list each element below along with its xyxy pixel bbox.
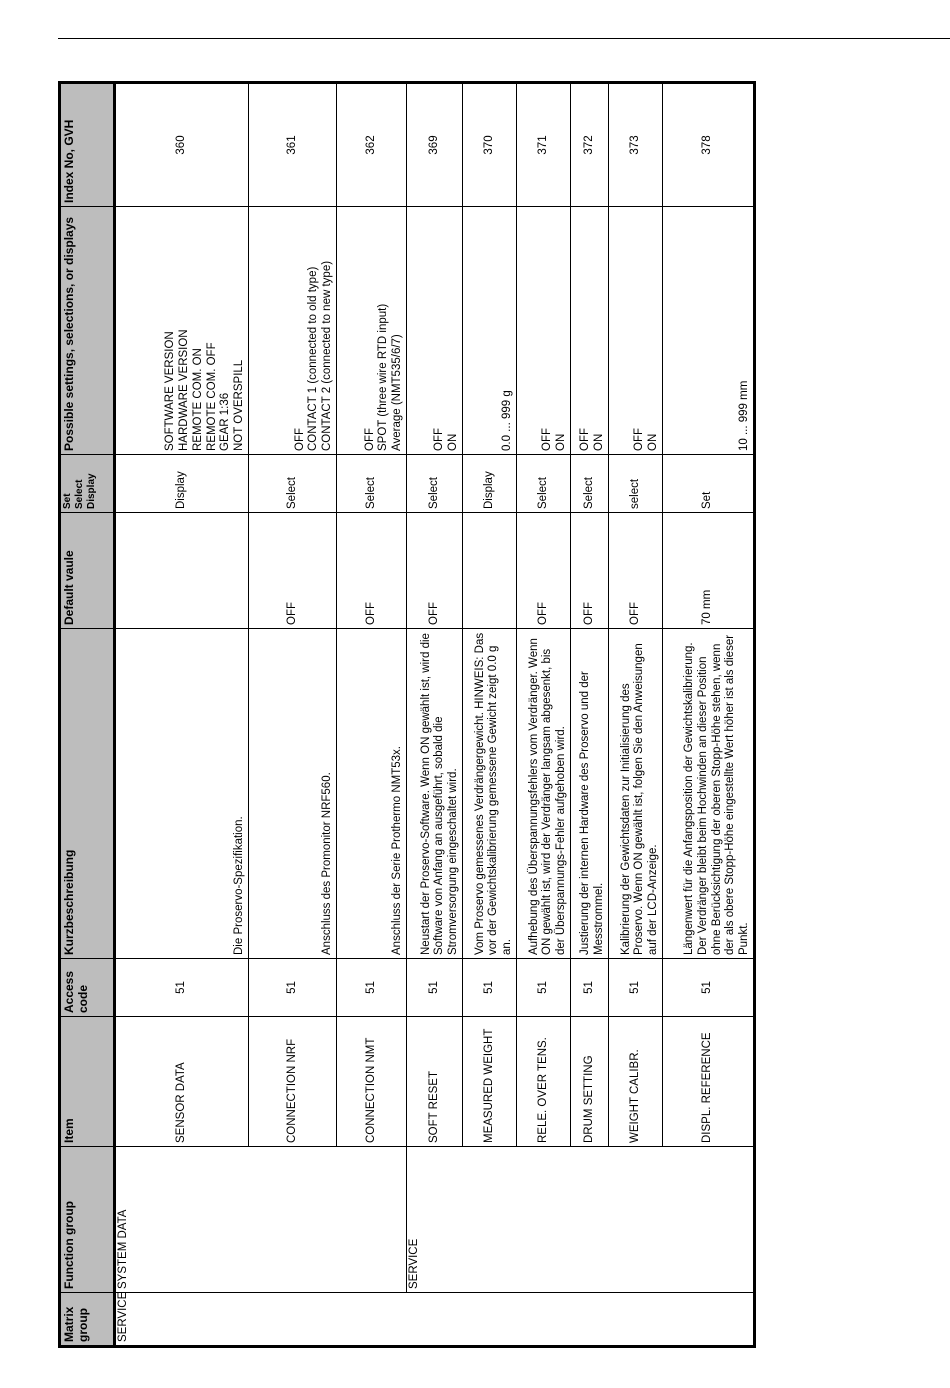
- description-cell: Aufhebung des Überspannungsfehlers vom Verdränger. Wenn ON gewählt ist, wird der Verdränger langsam abgesenkt, bis der Überspannungs-Fehler aufgehoben wird.: [517, 629, 571, 959]
- description-cell: Anschluss des Promonitor NRF560.: [249, 629, 337, 959]
- setting-option: OFF: [293, 428, 306, 451]
- index-cell: 373: [609, 83, 663, 207]
- setting-option: HARDWARE VERSION: [178, 329, 191, 451]
- settings-cell: [407, 207, 463, 455]
- header-index-no: Index No, GVH: [60, 83, 115, 207]
- setting-option: REMOTE COM. OFF: [205, 342, 218, 451]
- item-cell: CONNECTION NMT: [337, 1017, 407, 1147]
- index-cell: 362: [337, 83, 407, 207]
- setting-option: GEAR 1:36: [219, 392, 232, 451]
- header-kurzbeschreibung: Kurzbeschreibung: [60, 629, 115, 959]
- access-code-cell: 51: [115, 959, 249, 1017]
- default-value-cell: OFF: [571, 513, 609, 629]
- description-cell: Anschluss der Serie Prothermo NMT53x.: [337, 629, 407, 959]
- setting-option: Average (NMT535/6/7): [391, 334, 404, 451]
- main-table-rotated: [58, 84, 751, 1348]
- header-item: Item: [60, 1017, 115, 1147]
- header-set-select-display: [60, 455, 115, 513]
- item-cell: WEIGHT CALIBR.: [609, 1017, 663, 1147]
- item-cell: SOFT RESET: [407, 1017, 463, 1147]
- header-row: [60, 83, 115, 1347]
- header-function-group: Function group: [60, 1147, 115, 1293]
- access-code-cell: 51: [337, 959, 407, 1017]
- mode-cell: Set: [663, 455, 755, 513]
- setting-option: OFF: [633, 428, 646, 451]
- default-value-cell: [463, 513, 517, 629]
- settings-cell: [337, 207, 407, 455]
- header-possible-settings: Possible settings, selections, or displays: [60, 207, 115, 455]
- function-matrix-table: [58, 81, 756, 1348]
- access-code-cell: 51: [463, 959, 517, 1017]
- index-cell: 378: [663, 83, 755, 207]
- mode-cell: select: [609, 455, 663, 513]
- header-set-select-display-line: Set: [62, 493, 73, 509]
- access-code-cell: 51: [517, 959, 571, 1017]
- default-value-cell: [115, 513, 249, 629]
- mode-cell: Select: [337, 455, 407, 513]
- description-cell: Justierung der internen Hardware des Proservo und der Messtrommel.: [571, 629, 609, 959]
- index-cell: 361: [249, 83, 337, 207]
- settings-cell: [115, 207, 249, 455]
- default-value-cell: OFF: [609, 513, 663, 629]
- setting-option: SOFTWARE VERSION: [164, 331, 177, 451]
- header-default-value: Default vaule: [60, 513, 115, 629]
- setting-option: CONTACT 2 (connected to new type): [321, 260, 334, 451]
- setting-option: OFF: [363, 428, 376, 451]
- mode-cell: Select: [407, 455, 463, 513]
- setting-option: OFF: [579, 428, 592, 451]
- header-set-select-display-line: Select: [74, 479, 85, 509]
- setting-option: ON: [447, 433, 460, 451]
- access-code-cell: 51: [249, 959, 337, 1017]
- settings-cell: [663, 207, 755, 455]
- settings-cell: [517, 207, 571, 455]
- access-code-cell: 51: [407, 959, 463, 1017]
- access-code-cell: 51: [609, 959, 663, 1017]
- item-cell: SENSOR DATA: [115, 1017, 249, 1147]
- index-cell: 360: [115, 83, 249, 207]
- header-set-select-display-line: Display: [86, 473, 97, 509]
- setting-option: ON: [647, 433, 660, 451]
- matrix-group-cell: SERVICE: [115, 1293, 755, 1347]
- table-row: [407, 83, 463, 1347]
- settings-cell: [463, 207, 517, 455]
- function-group-cell: SERVICE: [407, 1147, 755, 1293]
- header-matrix-group: Matrix group: [60, 1293, 115, 1347]
- setting-option: ON: [593, 433, 606, 451]
- mode-cell: Display: [463, 455, 517, 513]
- setting-option: CONTACT 1 (connected to old type): [307, 266, 320, 451]
- mode-cell: Select: [249, 455, 337, 513]
- description-cell: Neustart der Proservo-Software. Wenn ON gewählt ist, wird die Software von Anfang an ausgeführt, sobald die Stromversorgung eingeschaltet wird.: [407, 629, 463, 959]
- setting-option: OFF: [433, 428, 446, 451]
- default-value-cell: OFF: [249, 513, 337, 629]
- setting-option: SPOT (three wire RTD input): [377, 303, 390, 451]
- setting-option: 10 ... 999 mm: [738, 380, 751, 451]
- access-code-cell: 51: [663, 959, 755, 1017]
- item-cell: DISPL. REFERENCE: [663, 1017, 755, 1147]
- item-cell: DRUM SETTING: [571, 1017, 609, 1147]
- default-value-cell: OFF: [517, 513, 571, 629]
- settings-cell: [249, 207, 337, 455]
- item-cell: CONNECTION NRF: [249, 1017, 337, 1147]
- setting-option: OFF: [541, 428, 554, 451]
- setting-option: 0.0 ... 999 g: [501, 390, 514, 451]
- function-group-cell: SYSTEM DATA: [115, 1147, 407, 1293]
- table-row: [115, 83, 249, 1347]
- setting-option: REMOTE COM. ON: [191, 348, 204, 451]
- index-cell: 370: [463, 83, 517, 207]
- setting-option: ON: [555, 433, 568, 451]
- item-cell: MEASURED WEIGHT: [463, 1017, 517, 1147]
- description-cell: Kalibrierung der Gewichtsdaten zur Initialisierung des Proservo. Wenn ON gewählt ist, folgen Sie den Anweisungen auf der LCD-Anzeige.: [609, 629, 663, 959]
- mode-cell: Select: [517, 455, 571, 513]
- item-cell: RELE. OVER TENS.: [517, 1017, 571, 1147]
- settings-cell: [571, 207, 609, 455]
- index-cell: 372: [571, 83, 609, 207]
- header-access-code: Access code: [60, 959, 115, 1017]
- index-cell: 369: [407, 83, 463, 207]
- setting-option: NOT OVERSPILL: [233, 359, 246, 451]
- page-top-rule: [58, 38, 950, 39]
- settings-cell: [609, 207, 663, 455]
- mode-cell: Display: [115, 455, 249, 513]
- description-cell: Vom Proservo gemessenes Verdrängergewicht. HINWEIS: Das vor der Gewichtskalibrierung gemessene Gewicht zeigt 0.0 g an.: [463, 629, 517, 959]
- default-value-cell: 70 mm: [663, 513, 755, 629]
- description-cell: Längenwert für die Anfangsposition der Gewichtskalibrierung. Der Verdränger bleibt beim Hochwinden an dieser Position ohne Berücksichtigung der oberen Stopp-Höhe stehen, wenn der als obere Stopp-Höhe eingestellte Wert höher ist als dieser Punkt.: [663, 629, 755, 959]
- mode-cell: Select: [571, 455, 609, 513]
- default-value-cell: OFF: [337, 513, 407, 629]
- description-cell: Die Proservo-Spezifikation.: [115, 629, 249, 959]
- index-cell: 371: [517, 83, 571, 207]
- access-code-cell: 51: [571, 959, 609, 1017]
- default-value-cell: OFF: [407, 513, 463, 629]
